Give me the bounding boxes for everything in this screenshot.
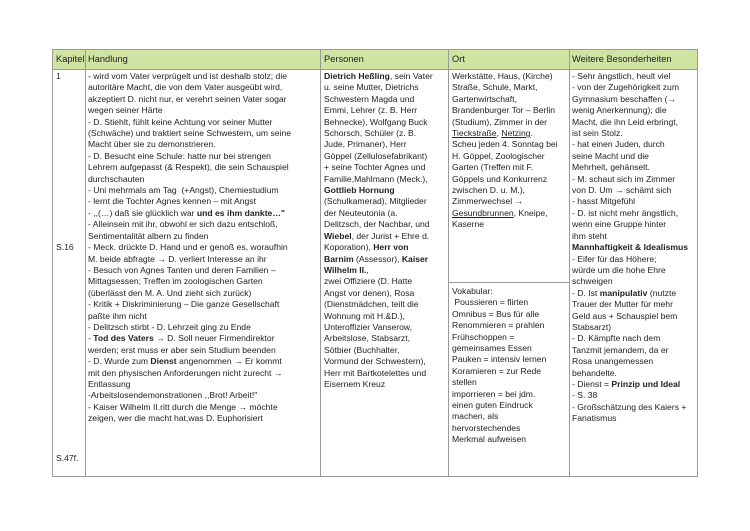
text-line: Mehrheit, gehänselt. [572, 162, 650, 173]
bold-run: Wiebel [324, 230, 352, 241]
text-line: - Großschätzung des Kaiers + [572, 401, 687, 412]
text-line: wenn eine Gruppe hinter [572, 219, 667, 230]
text-line: Mannhaftigkeit & Idealismus [572, 242, 689, 253]
column-divider [448, 50, 449, 476]
text-line: schweigen [572, 276, 613, 287]
text-line: einen guten Eindruck [452, 400, 533, 411]
text-line: Sötbier (Buchhalter, [324, 344, 400, 355]
text-line: (Dienstmädchen, teilt die [324, 299, 419, 310]
bold-run: Herr von [373, 242, 409, 253]
text-line: Schorsch, Schüler (z. B. [324, 128, 417, 139]
text-run: - ,,(…) daß sie glücklich war [88, 207, 197, 218]
text-line: (Studium), Zimmer in der [452, 116, 548, 127]
text-line: zwischen D. u. M.), [452, 185, 526, 196]
text-line: Angst vor denen), Rosa [324, 287, 415, 298]
text-line: - M. schaut sich im Zimmer [572, 173, 676, 184]
text-line: - S. 38 [572, 390, 598, 401]
column-divider [320, 50, 321, 476]
bold-run: manipulativ [599, 287, 648, 298]
text-line: Jude, Primaner), Herr [324, 139, 407, 150]
text-line: Familie,Mahlmann (Meck.), [324, 173, 428, 184]
text-line: seine Macht und die [572, 150, 649, 161]
text-line: Brandenburger Tor – Berlin [452, 105, 556, 116]
header-personen: Personen [324, 54, 364, 64]
bold-run: Kaiser [401, 253, 429, 264]
text-line: - D. Kämpfte nach dem [572, 333, 661, 344]
text-line: - Alleinsein mit ihr, obwohl er sich dazu entschloß, [88, 219, 278, 230]
text-run: - D. Ist [572, 287, 600, 298]
text-line: werden; erst muss er aber sein Studium beenden [88, 344, 276, 355]
text-line: ist sein Stolz. [572, 128, 623, 139]
table-header-row [53, 50, 697, 70]
text-line: M. beide abfragte → D. verliert Interesse an ihr [88, 253, 267, 264]
text-line: der Neuteutonia (a. [324, 207, 398, 218]
text-run: angenommen → Er kommt [176, 356, 282, 367]
text-line: Kaserne [452, 219, 485, 230]
text-run: , [366, 264, 369, 275]
text-line: von D. Um → schämt sich [572, 185, 672, 196]
bold-run: und es ihm dankte…" [196, 207, 286, 218]
bold-run: Barnim [324, 253, 354, 264]
text-line: Unteroffizier Vanserow, [324, 321, 413, 332]
text-line: akzeptiert D. nicht nur, er verehrt seinen Vater sogar [88, 93, 287, 104]
text-line: Gartenwirtschaft, [452, 93, 517, 104]
text-line: Pauken = intensiv lernen [452, 354, 547, 365]
text-line: Frühschoppen = [452, 331, 515, 342]
text-line [572, 288, 696, 299]
text-line: (Schulkamerad), Mitglieder [324, 196, 427, 207]
text-line [88, 208, 318, 219]
text-line: wegen seiner Härte [88, 105, 163, 116]
kapitel-cell [56, 71, 84, 82]
column-divider [85, 50, 86, 476]
text-run: . [530, 128, 533, 139]
text-line: autoritäre Macht, die von dem Vater ausgeübt wird, [88, 82, 283, 93]
text-line: + seine Tochter Agnes und [324, 162, 426, 173]
text-line: Delitzsch, der Nachbar, und [324, 219, 430, 230]
text-line: - Meck. drückte D. Hand und er genoß es, woraufhin [88, 242, 288, 253]
bold-run: Dietrich Heßling [324, 71, 390, 81]
text-line: durchschauten [88, 173, 145, 184]
text-line: Trauer der Mutter für mehr [572, 299, 673, 310]
text-line: Fanatismus [572, 413, 617, 424]
text-line: ihm steht [572, 230, 607, 241]
text-line: Macht, die ihn Leid erbringt, [572, 116, 679, 127]
text-line [324, 71, 448, 82]
text-run: , Kneipe, [513, 207, 548, 218]
text-line: Lehrern aufgepasst (& Respekt), die sein Schauspiel [88, 162, 289, 173]
text-line: imporrieren = bei jdm. [452, 388, 536, 399]
text-run: - Dienst = [572, 378, 612, 389]
text-line: - D. Besucht eine Schule: hatte nur bei strengen [88, 150, 271, 161]
text-line: - D. ist nicht mehr ängstlich, [572, 207, 679, 218]
header-ort: Ort [452, 54, 465, 64]
bold-run: Dienst [150, 356, 177, 367]
cell-divider [448, 282, 569, 283]
kapitel-page-ref: S.47f. [56, 453, 79, 463]
handlung-cell [88, 71, 318, 425]
text-line: Geld aus + Schauspiel bem [572, 310, 678, 321]
text-line [88, 356, 318, 367]
text-line: (überlässt den M. A. Und zieht sich zurück) [88, 287, 252, 298]
text-line: - wird vom Vater verprügelt und ist deshalb stolz; die [88, 71, 288, 81]
underlined-run: Netzing [501, 128, 531, 139]
text-line: Herr mit Bartkotelettes und [324, 367, 427, 378]
text-line: Zimmerwechsel → [452, 196, 524, 207]
text-line: zwei Offiziere (D. Hatte [324, 276, 413, 287]
text-line: - Delitzsch stirbt - D. Lehrzeit ging zu Ende [88, 321, 251, 332]
text-line: - von der Zugehörigkeit zum [572, 82, 679, 93]
personen-cell [324, 71, 448, 390]
text-line: Macht über sie zu demonstrieren. [88, 139, 216, 150]
header-weitere: Weitere Besonderheiten [572, 54, 672, 64]
text-line: würde um die hohe Ehre [572, 264, 666, 275]
text-run: , sein Vater [389, 71, 433, 81]
text-line: zeigen, wer die macht hat,was D. Euphorisiert [88, 413, 263, 424]
underlined-run: Tieckstraße [452, 128, 497, 139]
text-line: Tanzmit jemandem, da er [572, 344, 669, 355]
text-line: mit den physischen Anforderungen nicht zurecht → [88, 367, 283, 378]
text-line: hervorstechendes [452, 422, 521, 433]
text-line: - lernt die Tochter Agnes kennen – mit Angst [88, 196, 256, 207]
text-line: behandelte. [572, 367, 617, 378]
ort-cell [452, 71, 566, 231]
text-line: Emmi, Lehrer (z. B. Herr [324, 105, 418, 116]
text-line: paßte ihm nicht [88, 310, 147, 321]
text-run: , der Jurist + Ehre d. [351, 230, 430, 241]
header-kapitel: Kapitel [56, 54, 85, 64]
text-line: machen, als [452, 411, 499, 422]
text-line: Behnecke), Wolfgang Buck [324, 116, 428, 127]
text-line [452, 128, 566, 139]
text-line: Gottlieb Hornung [324, 185, 395, 196]
text-line: Garten (Treffen mit F. [452, 162, 534, 173]
header-handlung: Handlung [88, 54, 128, 64]
text-line: - Eifer für das Höhere; [572, 253, 657, 264]
text-run: (Assessor), [353, 253, 402, 264]
text-line: Göppels und Konkurrenz [452, 173, 548, 184]
text-line: Rosa unangemessen [572, 356, 654, 367]
vokabular-cell [452, 286, 566, 446]
text-line: Stabsarzt) [572, 321, 612, 332]
text-line: Mittagsessen; Treffen im zoologischen Garten [88, 276, 263, 287]
text-line: gemeinsames Essen [452, 343, 532, 354]
text-line: u. seine Mutter, Dietrichs [324, 82, 419, 93]
text-line [88, 333, 318, 344]
underlined-run: Gesundbrunnen [452, 207, 514, 218]
text-line [324, 231, 448, 242]
text-run: , [496, 128, 502, 139]
text-line: - hat einen Juden, durch [572, 139, 665, 150]
column-divider [569, 50, 570, 476]
text-run: - D. Wurde zum [88, 356, 151, 367]
notes-table [52, 49, 698, 477]
text-line: Gymnasium beschaffen (→ [572, 93, 676, 104]
text-line: H. Göppel, Zoologischer [452, 150, 545, 161]
text-line: Renommieren = prahlen [452, 320, 545, 331]
text-line: Eisernem Kreuz [324, 378, 386, 389]
text-line: (Schwäche) und traktiert seine Schwestern, um seine [88, 128, 292, 139]
kapitel-page-ref: S.16 [56, 242, 74, 252]
text-line: Straße, Schule, Markt, [452, 82, 538, 93]
bold-run: Wilhelm II. [324, 264, 367, 275]
weitere-cell [572, 71, 696, 425]
text-line: Poussieren = flirten [452, 297, 529, 308]
text-line: -Arbeitslosendemonstrationen ,,Brot! Arbeit!" [88, 390, 258, 401]
text-line: Vormund der Schwestern), [324, 356, 426, 367]
text-run: (nutzte [647, 287, 677, 298]
text-line [452, 208, 566, 219]
text-line: - D. Stiehlt, fühlt keine Achtung vor seiner Mutter [88, 116, 273, 127]
text-line: stellen [452, 377, 477, 388]
bold-run: Prinzip und Ideal [611, 378, 681, 389]
text-run: → D. Soll neuer Firmendirektor [153, 333, 275, 344]
text-line: Entlassung [88, 378, 131, 389]
text-line [324, 254, 448, 265]
kapitel-number: 1 [56, 71, 61, 81]
text-line: Koramieren = zur Rede [452, 365, 542, 376]
text-line: - Sehr ängstlich, heult viel [572, 71, 671, 81]
text-line [324, 265, 448, 276]
text-line: - Besuch von Agnes Tanten und deren Familien – [88, 264, 276, 275]
text-line [324, 242, 448, 253]
text-line: - Uni mehrmals am Tag (+Angst), Chemiestudium [88, 185, 279, 196]
text-line [572, 379, 696, 390]
text-line: Werkstätte, Haus, (Kirche) [452, 71, 553, 81]
text-line: Schwestern Magda und [324, 93, 415, 104]
text-line: Scheu jeden 4. Sonntag bei [452, 139, 558, 150]
text-run: Koporation), [324, 242, 374, 253]
text-line: Sentimentalität albern zu finden [88, 230, 209, 241]
text-line: - hasst Mitgefühl [572, 196, 636, 207]
text-line: Wohnung mit H.&D.), [324, 310, 406, 321]
text-line: wenig Anerkennung); die [572, 105, 667, 116]
text-line: Omnibus = Bus für alle [452, 308, 540, 319]
text-line: Merkmal aufweisen [452, 434, 527, 445]
text-run: - [88, 333, 94, 344]
text-line: - Kritik + Diskriminierung – Die ganze Gesellschaft [88, 299, 280, 310]
text-line: Arbeitslose, Stabsarzt, [324, 333, 410, 344]
text-line: Göppel (Zellulosefabrikant) [324, 150, 428, 161]
text-line: - Kaiser Wilhelm II.ritt durch die Menge → möchte [88, 401, 278, 412]
vokabular-title: Vokabular: [452, 286, 493, 296]
bold-run: Tod des Vaters [93, 333, 154, 344]
